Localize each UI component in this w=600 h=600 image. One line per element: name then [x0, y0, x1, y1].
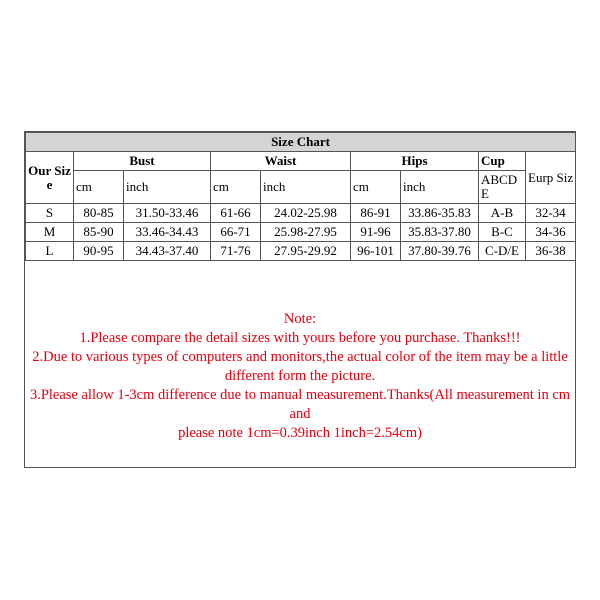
- size-chart-table: [25, 132, 576, 261]
- hips-cm-cell: 86-91: [351, 204, 401, 223]
- bust-cm-header: cm: [74, 171, 124, 204]
- cup-cell: B-C: [479, 223, 526, 242]
- notes-block: [25, 310, 575, 443]
- bust-cm-cell: 80-85: [74, 204, 124, 223]
- note-line-2a: 2.Due to various types of computers and monitors,the actual color of the item may be a little: [32, 349, 568, 365]
- table-row: [26, 242, 576, 261]
- hips-cm-cell: 96-101: [351, 242, 401, 261]
- size-cell: S: [26, 204, 74, 223]
- hips-inch-header: inch: [401, 171, 479, 204]
- waist-cm-cell: 66-71: [211, 223, 261, 242]
- table-row: [26, 223, 576, 242]
- hips-inch-cell: 35.83-37.80: [401, 223, 479, 242]
- our-size-header: Our Size: [26, 152, 74, 204]
- note-line-3a: 3.Please allow 1-3cm difference due to manual measurement.Thanks(All measurement in cm and: [29, 387, 571, 422]
- waist-inch-cell: 27.95-29.92: [261, 242, 351, 261]
- waist-header: Waist: [211, 152, 351, 171]
- cup-letters-header: ABCDE: [479, 171, 526, 204]
- note-line-2b: different form the picture.: [224, 368, 376, 384]
- hips-header: Hips: [351, 152, 479, 171]
- bust-inch-cell: 33.46-34.43: [124, 223, 211, 242]
- table-row: [26, 204, 576, 223]
- table-title: Size Chart: [26, 133, 576, 152]
- bust-inch-cell: 34.43-37.40: [124, 242, 211, 261]
- hips-cm-cell: 91-96: [351, 223, 401, 242]
- waist-cm-header: cm: [211, 171, 261, 204]
- note-line-3b: please note 1cm=0.39inch 1inch=2.54cm): [178, 425, 422, 441]
- cup-header: Cup: [479, 152, 526, 171]
- eurp-size-cell: 32-34: [526, 204, 576, 223]
- waist-inch-cell: 25.98-27.95: [261, 223, 351, 242]
- eurp-size-header: Eurp Siz: [526, 152, 576, 204]
- waist-inch-cell: 24.02-25.98: [261, 204, 351, 223]
- size-cell: L: [26, 242, 74, 261]
- bust-cm-cell: 85-90: [74, 223, 124, 242]
- eurp-size-cell: 36-38: [526, 242, 576, 261]
- bust-inch-cell: 31.50-33.46: [124, 204, 211, 223]
- note-heading: Note:: [283, 311, 317, 327]
- note-line-1: 1.Please compare the detail sizes with yours before you purchase. Thanks!!!: [79, 330, 521, 346]
- hips-cm-header: cm: [351, 171, 401, 204]
- cup-cell: A-B: [479, 204, 526, 223]
- size-chart-panel: [24, 131, 576, 468]
- size-cell: M: [26, 223, 74, 242]
- hips-inch-cell: 33.86-35.83: [401, 204, 479, 223]
- bust-cm-cell: 90-95: [74, 242, 124, 261]
- hips-inch-cell: 37.80-39.76: [401, 242, 479, 261]
- waist-cm-cell: 61-66: [211, 204, 261, 223]
- waist-cm-cell: 71-76: [211, 242, 261, 261]
- waist-inch-header: inch: [261, 171, 351, 204]
- bust-inch-header: inch: [124, 171, 211, 204]
- eurp-size-cell: 34-36: [526, 223, 576, 242]
- bust-header: Bust: [74, 152, 211, 171]
- cup-cell: C-D/E: [479, 242, 526, 261]
